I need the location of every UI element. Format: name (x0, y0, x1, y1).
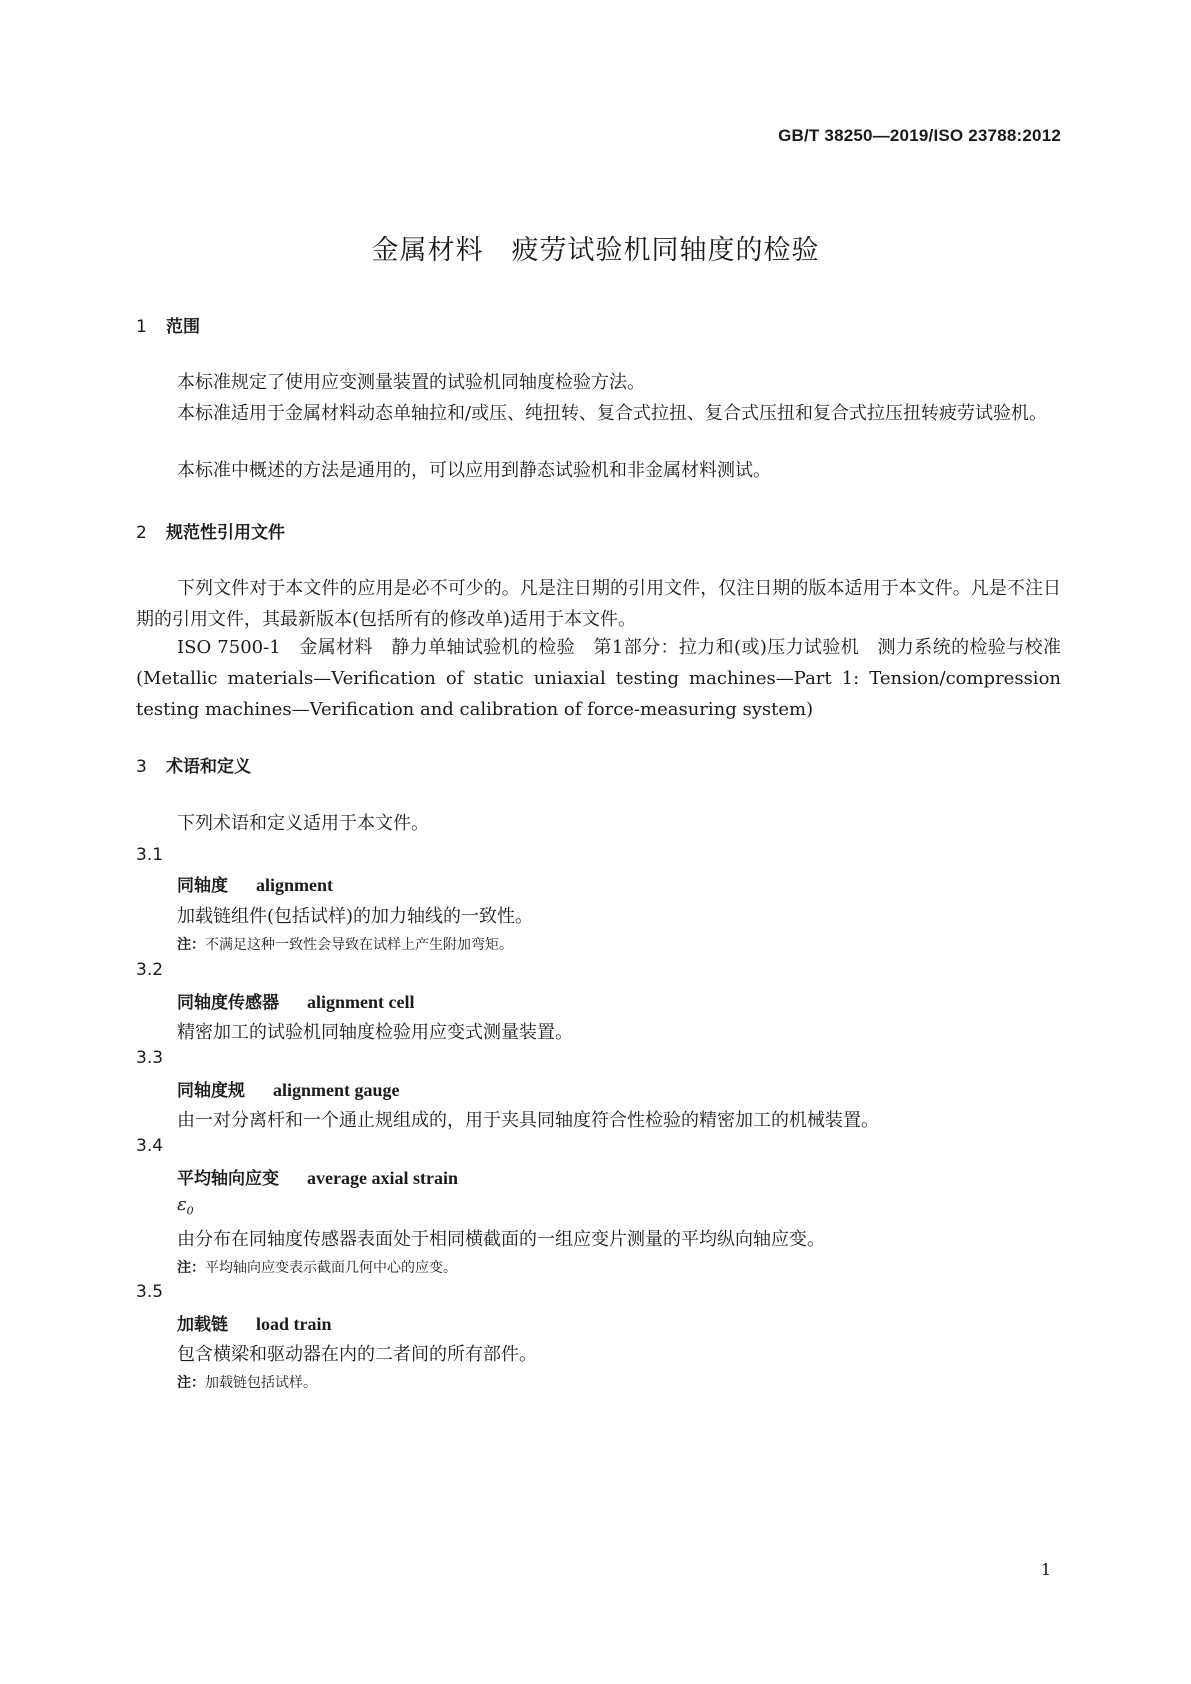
term-definition: 包含横梁和驱动器在内的二者间的所有部件。 (177, 1344, 537, 1365)
section-heading-scope: 1 范围 (136, 317, 200, 337)
standard-code: GB/T 38250—2019/ISO 23788:2012 (778, 126, 1061, 145)
term-note: 注：加载链包括试样。 (177, 1375, 317, 1391)
reference-entry: ISO 7500-1 金属材料 静力单轴试验机的检验 第1部分：拉力和(或)压力试验机 测力系统的检验与校准(Metallic materials—Verification of static uniaxial testing machines—Part 1: Tension/compression testing machines—Verification and calibration of force-measuring system) (136, 637, 1061, 720)
section-heading-references: 2 规范性引用文件 (136, 523, 285, 543)
term-number: 3.1 (136, 845, 164, 865)
title-part-1: 金属材料 (371, 235, 484, 266)
paragraph: 本标准规定了使用应变测量装置的试验机同轴度检验方法。 (177, 372, 645, 393)
term-symbol: $\varepsilon_0$ (177, 1194, 194, 1218)
term-definition: 由一对分离杆和一个通止规组成的，用于夹具同轴度符合性检验的精密加工的机械装置。 (177, 1110, 879, 1131)
paragraph: 本标准适用于金属材料动态单轴拉和/或压、纯扭转、复合式拉扭、复合式压扭和复合式拉压扭转疲劳试验机。 (177, 403, 1048, 424)
term-number: 3.3 (136, 1048, 164, 1068)
term-number: 3.5 (136, 1282, 164, 1302)
section-heading-terms: 3 术语和定义 (136, 757, 251, 777)
paragraph: 本标准中概述的方法是通用的，可以应用到静态试验机和非金属材料测试。 (177, 460, 771, 481)
term-name: 平均轴向应变 average axial strain (177, 1168, 458, 1189)
term-definition: 由分布在同轴度传感器表面处于相同横截面的一组应变片测量的平均纵向轴应变。 (177, 1229, 825, 1250)
term-name: 同轴度 alignment (177, 875, 334, 896)
term-name: 同轴度规 alignment gauge (177, 1080, 400, 1101)
term-note: 注：不满足这种一致性会导致在试样上产生附加弯矩。 (177, 937, 513, 953)
term-name: 加载链 load train (177, 1314, 332, 1335)
paragraph: 下列术语和定义适用于本文件。 (177, 813, 429, 834)
title-part-2: 疲劳试验机同轴度的检验 (511, 235, 820, 266)
term-number: 3.2 (136, 960, 164, 980)
term-name: 同轴度传感器 alignment cell (177, 992, 415, 1013)
term-note: 注：平均轴向应变表示截面几何中心的应变。 (177, 1260, 457, 1276)
term-definition: 精密加工的试验机同轴度检验用应变式测量装置。 (177, 1022, 573, 1043)
page-number: 1 (1040, 1560, 1051, 1579)
document-title (0, 228, 1191, 267)
term-number: 3.4 (136, 1136, 164, 1156)
paragraph: 下列文件对于本文件的应用是必不可少的。凡是注日期的引用文件，仅注日期的版本适用于本文件。凡是不注日期的引用文件，其最新版本(包括所有的修改单)适用于本文件。 (136, 578, 1061, 630)
term-definition: 加载链组件(包括试样)的加力轴线的一致性。 (177, 906, 534, 927)
